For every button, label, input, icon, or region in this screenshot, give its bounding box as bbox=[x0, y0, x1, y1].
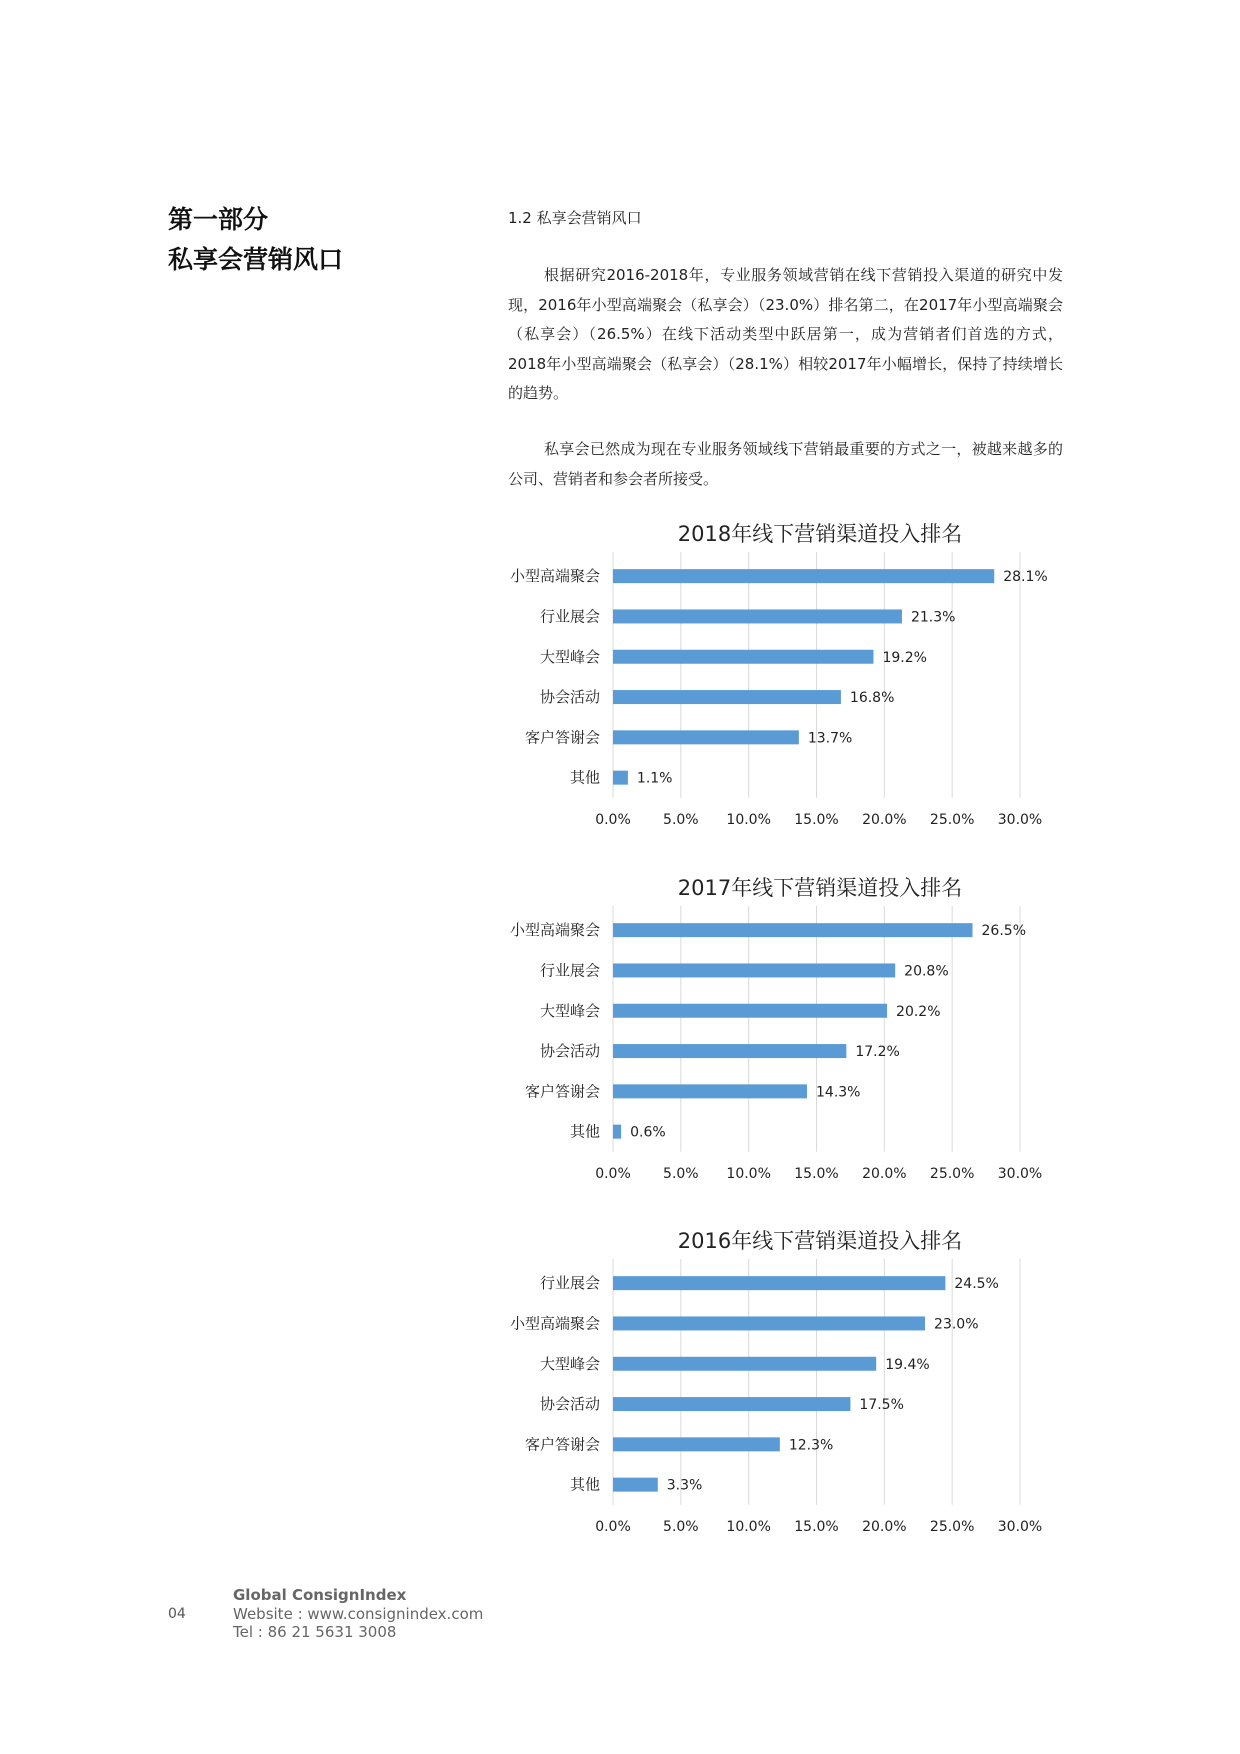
chart-plot bbox=[500, 872, 1080, 1212]
category-label: 其他 bbox=[569, 1122, 600, 1141]
tick-label: 0.0% bbox=[595, 1518, 631, 1535]
category-label: 协会活动 bbox=[539, 688, 600, 707]
category-label: 其他 bbox=[569, 1475, 600, 1494]
bar bbox=[613, 690, 841, 704]
section-number: 第一部分 bbox=[168, 205, 269, 234]
section-heading bbox=[168, 200, 343, 280]
bar bbox=[613, 569, 994, 583]
bar bbox=[613, 1316, 925, 1330]
category-label: 大型峰会 bbox=[539, 1001, 600, 1020]
footer-company: Global ConsignIndex bbox=[233, 1586, 407, 1604]
bar bbox=[613, 1004, 887, 1018]
tick-label: 20.0% bbox=[862, 1518, 907, 1535]
value-label: 1.1% bbox=[636, 770, 673, 787]
chart-title: 2017年线下营销渠道投入排名 bbox=[677, 876, 963, 900]
category-label: 客户答谢会 bbox=[524, 1435, 600, 1454]
value-label: 13.7% bbox=[807, 730, 853, 747]
bar bbox=[613, 1357, 876, 1371]
tick-label: 30.0% bbox=[997, 811, 1043, 828]
bar bbox=[613, 1044, 846, 1058]
value-label: 20.8% bbox=[904, 963, 949, 980]
bar bbox=[613, 1276, 945, 1290]
value-label: 28.1% bbox=[1003, 569, 1048, 586]
chart-2018 bbox=[500, 518, 1080, 858]
bar bbox=[613, 650, 873, 664]
section-title: 私享会营销风口 bbox=[168, 245, 344, 274]
value-label: 0.6% bbox=[630, 1124, 666, 1141]
value-label: 16.8% bbox=[849, 690, 895, 707]
category-label: 客户答谢会 bbox=[524, 728, 600, 747]
footer-tel: Tel : 86 21 5631 3008 bbox=[233, 1623, 397, 1641]
value-label: 23.0% bbox=[934, 1316, 979, 1333]
chart-plot bbox=[500, 1225, 1080, 1565]
tick-label: 20.0% bbox=[862, 1165, 907, 1182]
tick-label: 10.0% bbox=[726, 1518, 771, 1535]
tick-label: 20.0% bbox=[862, 811, 907, 828]
chart-title: 2018年线下营销渠道投入排名 bbox=[677, 522, 963, 546]
tick-label: 30.0% bbox=[997, 1518, 1043, 1535]
category-label: 大型峰会 bbox=[539, 1354, 600, 1373]
bar bbox=[613, 771, 628, 785]
category-label: 协会活动 bbox=[539, 1395, 600, 1414]
value-label: 21.3% bbox=[910, 609, 956, 626]
tick-label: 15.0% bbox=[794, 1518, 839, 1535]
bar bbox=[613, 609, 902, 623]
category-label: 其他 bbox=[569, 768, 600, 787]
bar bbox=[613, 963, 895, 977]
value-label: 20.2% bbox=[896, 1003, 941, 1020]
page-number: 04 bbox=[168, 1606, 186, 1622]
value-label: 17.2% bbox=[855, 1044, 900, 1061]
value-label: 12.3% bbox=[788, 1437, 834, 1454]
category-label: 大型峰会 bbox=[539, 647, 600, 666]
category-label: 客户答谢会 bbox=[524, 1082, 600, 1101]
chart-2016 bbox=[500, 1225, 1080, 1565]
tick-label: 30.0% bbox=[997, 1165, 1043, 1182]
value-label: 14.3% bbox=[816, 1084, 861, 1101]
tick-label: 5.0% bbox=[663, 811, 699, 828]
bar bbox=[613, 1478, 658, 1492]
tick-label: 25.0% bbox=[929, 811, 975, 828]
bar bbox=[613, 1084, 807, 1098]
bar bbox=[613, 1397, 850, 1411]
value-label: 19.4% bbox=[885, 1356, 930, 1373]
bar bbox=[613, 730, 799, 744]
category-label: 小型高端聚会 bbox=[509, 567, 600, 586]
tick-label: 15.0% bbox=[794, 811, 839, 828]
tick-label: 10.0% bbox=[726, 1165, 771, 1182]
chart-2017 bbox=[500, 872, 1080, 1212]
body-paragraph-2: 私享会已然成为现在专业服务领域线下营销最重要的方式之一，被越来越多的公司、营销者和参会者所接受。 bbox=[508, 440, 1063, 488]
category-label: 小型高端聚会 bbox=[509, 921, 600, 940]
footer-website: Website : www.consignindex.com bbox=[233, 1605, 484, 1623]
footer bbox=[0, 1578, 1240, 1641]
chart-plot bbox=[500, 518, 1080, 858]
category-label: 行业展会 bbox=[539, 1274, 600, 1293]
category-label: 行业展会 bbox=[539, 607, 600, 626]
bar bbox=[613, 1125, 621, 1139]
subsection-title: 1.2 私享会营销风口 bbox=[508, 209, 642, 227]
tick-label: 0.0% bbox=[595, 1165, 631, 1182]
value-label: 17.5% bbox=[859, 1397, 904, 1414]
value-label: 19.2% bbox=[882, 649, 927, 666]
category-label: 协会活动 bbox=[539, 1042, 600, 1061]
tick-label: 5.0% bbox=[663, 1165, 699, 1182]
value-label: 26.5% bbox=[981, 923, 1027, 940]
category-label: 小型高端聚会 bbox=[509, 1314, 600, 1333]
tick-label: 10.0% bbox=[726, 811, 771, 828]
tick-label: 5.0% bbox=[663, 1518, 699, 1535]
tick-label: 15.0% bbox=[794, 1165, 839, 1182]
bar bbox=[613, 1437, 780, 1451]
value-label: 24.5% bbox=[954, 1276, 999, 1293]
chart-title: 2016年线下营销渠道投入排名 bbox=[677, 1229, 963, 1253]
body-paragraph-1: 根据研究2016-2018年，专业服务领域营销在线下营销投入渠道的研究中发现，2016年小型高端聚会（私享会）（23.0%）排名第二，在2017年小型高端聚会（私享会）（26.5%）在线下活动类型中跃居第一，成为营销者们首选的方式，2018年小型高端聚会（私享会）（28.1%）相较2017年小幅增长，保持了持续增长的趋势。 bbox=[508, 266, 1063, 402]
category-label: 行业展会 bbox=[539, 961, 600, 980]
value-label: 3.3% bbox=[666, 1477, 703, 1494]
tick-label: 25.0% bbox=[929, 1518, 975, 1535]
tick-label: 25.0% bbox=[929, 1165, 975, 1182]
bar bbox=[613, 923, 973, 937]
tick-label: 0.0% bbox=[595, 811, 631, 828]
